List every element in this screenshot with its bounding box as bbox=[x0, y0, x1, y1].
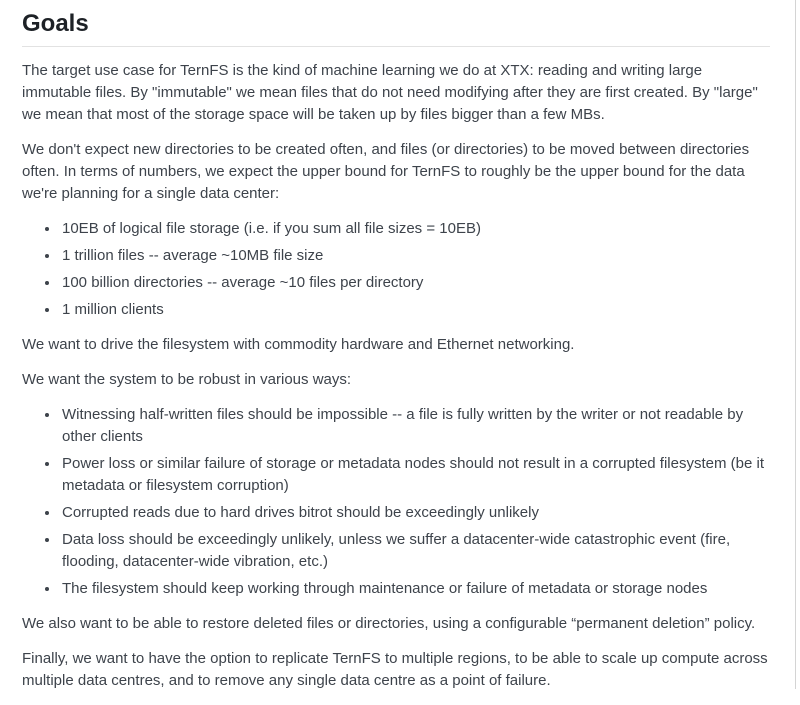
list-item-data-loss: • Data loss should be exceedingly unlikely, unless we suffer a datacenter-wide catastrophic event (fire, flooding, datacenter-wide vibration, etc.) bbox=[60, 529, 770, 573]
paragraph-use-case: The target use case for TernFS is the kind of machine learning we do at XTX: reading and writing large immutable files. By "immutable" we mean files that do not need modifying after they are first created. By "large" we mean that most of the storage space will be taken up by files bigger than a few MBs. bbox=[22, 62, 758, 123]
paragraph-hardware: We want to drive the filesystem with commodity hardware and Ethernet networking. bbox=[22, 336, 575, 353]
list-item-file-count: • 1 trillion files -- average ~10MB file size bbox=[60, 245, 770, 267]
paragraph-expectations: We don't expect new directories to be created often, and files (or directories) to be moved between directories often. In terms of numbers, we expect the upper bound for TernFS to roughly be the upper bound for the data we're planning for a single data center: bbox=[22, 141, 750, 202]
list-robustness-goals bbox=[22, 404, 770, 600]
document-section-goals bbox=[22, 10, 770, 705]
list-item-maintenance: • The filesystem should keep working through maintenance or failure of metadata or storage nodes bbox=[60, 578, 770, 600]
list-item-directory-count: • 100 billion directories -- average ~10 files per directory bbox=[60, 272, 770, 294]
section-heading: Goals bbox=[22, 10, 770, 47]
list-capacity-targets bbox=[22, 218, 770, 321]
list-item-power-loss: • Power loss or similar failure of storage or metadata nodes should not result in a corrupted filesystem (be it metadata or filesystem corruption) bbox=[60, 453, 770, 497]
list-item-bitrot: • Corrupted reads due to hard drives bitrot should be exceedingly unlikely bbox=[60, 502, 770, 524]
paragraph-robustness-intro: We want the system to be robust in various ways: bbox=[22, 371, 352, 388]
list-item-client-count: • 1 million clients bbox=[60, 299, 770, 321]
paragraph-restore-deleted: We also want to be able to restore deleted files or directories, using a configurable “permanent deletion” policy. bbox=[22, 615, 756, 632]
list-item-half-written-files: • Witnessing half-written files should be impossible -- a file is fully written by the writer or not readable by other clients bbox=[60, 404, 770, 448]
content-right-border bbox=[795, 0, 796, 689]
list-item-logical-storage: • 10EB of logical file storage (i.e. if you sum all file sizes = 10EB) bbox=[60, 218, 770, 240]
paragraph-multi-region: Finally, we want to have the option to replicate TernFS to multiple regions, to be able to scale up compute across multiple data centres, and to remove any single data centre as a point of failure. bbox=[22, 650, 768, 689]
